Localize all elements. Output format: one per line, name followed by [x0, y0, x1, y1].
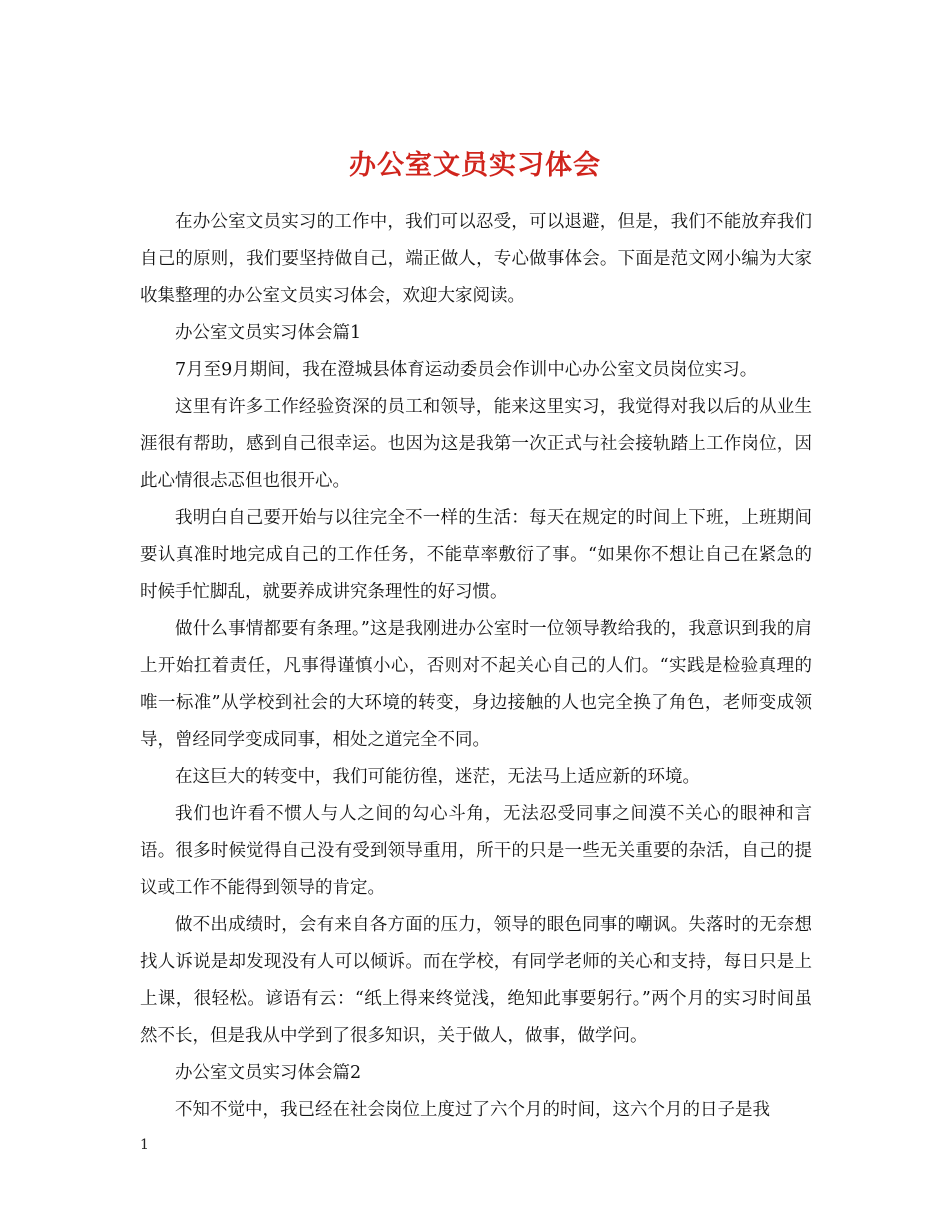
paragraph: 7月至9月期间，我在澄城县体育运动委员会作训中心办公室文员岗位实习。 — [175, 360, 758, 380]
document-body — [140, 204, 812, 1129]
page-number: 1 — [140, 1137, 149, 1153]
paragraph: 我们也许看不惯人与人之间的勾心斗角，无法忍受同事之间漠不关心的眼神和言语。很多时候觉得自己没有受到领导重用，所干的只是一些无关重要的杂活，自己的提议或工作不能得到领导的肯定。 — [140, 804, 812, 898]
section-heading-2: 办公室文员实习体会篇2 — [175, 1063, 362, 1083]
paragraph: 我明白自己要开始与以往完全不一样的生活：每天在规定的时间上下班，上班期间要认真准时地完成自己的工作任务，不能草率敷衍了事。“如果你不想让自己在紧急的时候手忙脚乱，就要养成讲究条理性的好习惯。 — [140, 508, 812, 602]
paragraph: 在这巨大的转变中，我们可能彷徨，迷茫，无法马上适应新的环境。 — [175, 767, 700, 787]
paragraph: 做什么事情都要有条理。”这是我刚进办公室时一位领导教给我的，我意识到我的肩上开始扛着责任，凡事得谨慎小心，否则对不起关心自己的人们。“实践是检验真理的唯一标准”从学校到社会的大环境的转变，身边接触的人也完全换了角色，老师变成领导，曾经同学变成同事，相处之道完全不同。 — [140, 619, 812, 750]
paragraph-intro: 在办公室文员实习的工作中，我们可以忍受，可以退避，但是，我们不能放弃我们自己的原则，我们要坚持做自己，端正做人，专心做事体会。下面是范文网小编为大家收集整理的办公室文员实习体会，欢迎大家阅读。 — [140, 212, 812, 306]
paragraph: 这里有许多工作经验资深的员工和领导，能来这里实习，我觉得对我以后的从业生涯很有帮助，感到自己很幸运。也因为这是我第一次正式与社会接轨踏上工作岗位，因此心情很忐忑但也很开心。 — [140, 397, 812, 491]
section-heading-1: 办公室文员实习体会篇1 — [175, 323, 362, 343]
paragraph: 不知不觉中，我已经在社会岗位上度过了六个月的时间，这六个月的日子是我 — [175, 1100, 770, 1120]
paragraph: 做不出成绩时，会有来自各方面的压力，领导的眼色同事的嘲讽。失落时的无奈想找人诉说是却发现没有人可以倾诉。而在学校，有同学老师的关心和支持，每日只是上上课，很轻松。谚语有云：“纸上得来终觉浅，绝知此事要躬行。”两个月的实习时间虽然不长，但是我从中学到了很多知识，关于做人，做事，做学问。 — [140, 915, 812, 1046]
document-title: 办公室文员实习体会 — [349, 150, 601, 182]
